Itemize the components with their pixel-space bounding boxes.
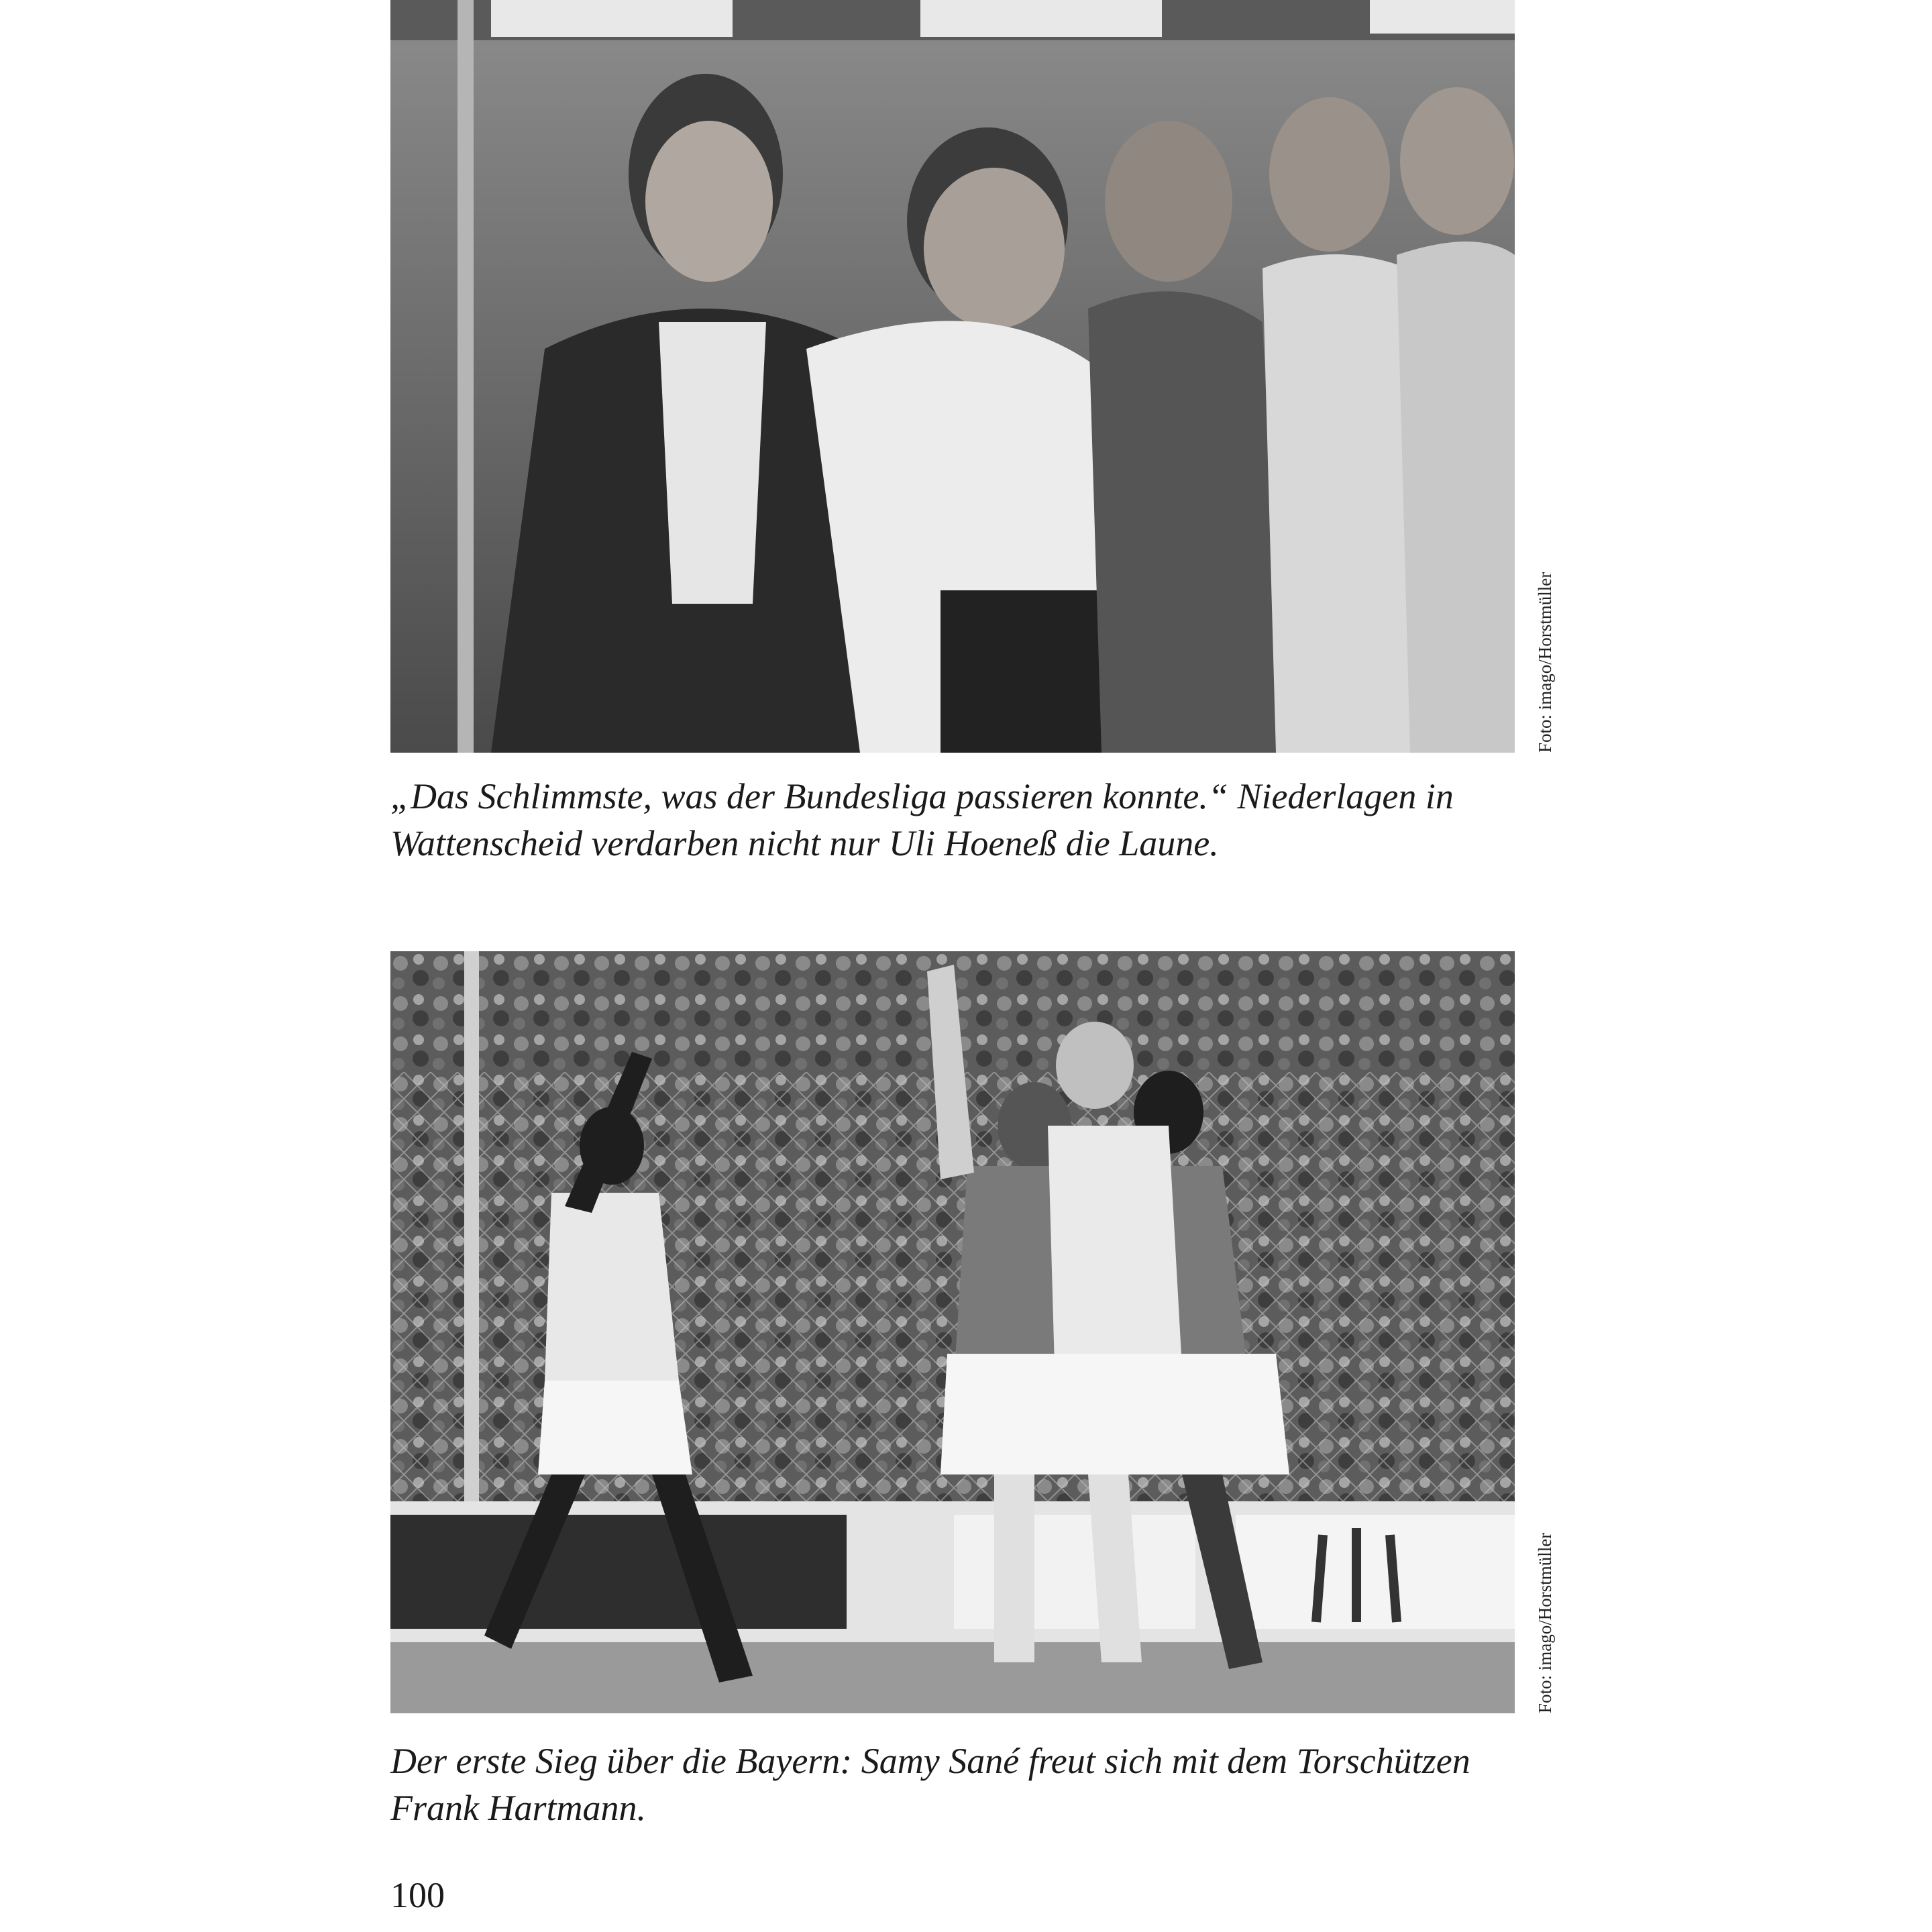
caption-line: „Das Schlimmste, was der Bundesliga passieren konnte.“ Niederlagen in: [390, 776, 1454, 816]
bench-photo-image: [390, 0, 1515, 753]
photo-caption-bottom: [390, 1737, 1531, 1831]
celebration-photo-image: [390, 951, 1515, 1713]
photo-credit-bottom: Foto: imago/Horstmüller: [1535, 1532, 1555, 1713]
photo-credit-top: Foto: imago/Horstmüller: [1535, 572, 1555, 753]
caption-line: Wattenscheid verdarben nicht nur Uli Hoeneß die Laune.: [390, 823, 1219, 863]
caption-line: Frank Hartmann.: [390, 1788, 646, 1828]
bench-photo: [390, 0, 1515, 753]
photo-caption-top: [390, 773, 1531, 867]
celebration-photo: [390, 951, 1515, 1713]
caption-line: Der erste Sieg über die Bayern: Samy Sané freut sich mit dem Torschützen: [390, 1741, 1470, 1781]
page-number: 100: [390, 1875, 445, 1915]
